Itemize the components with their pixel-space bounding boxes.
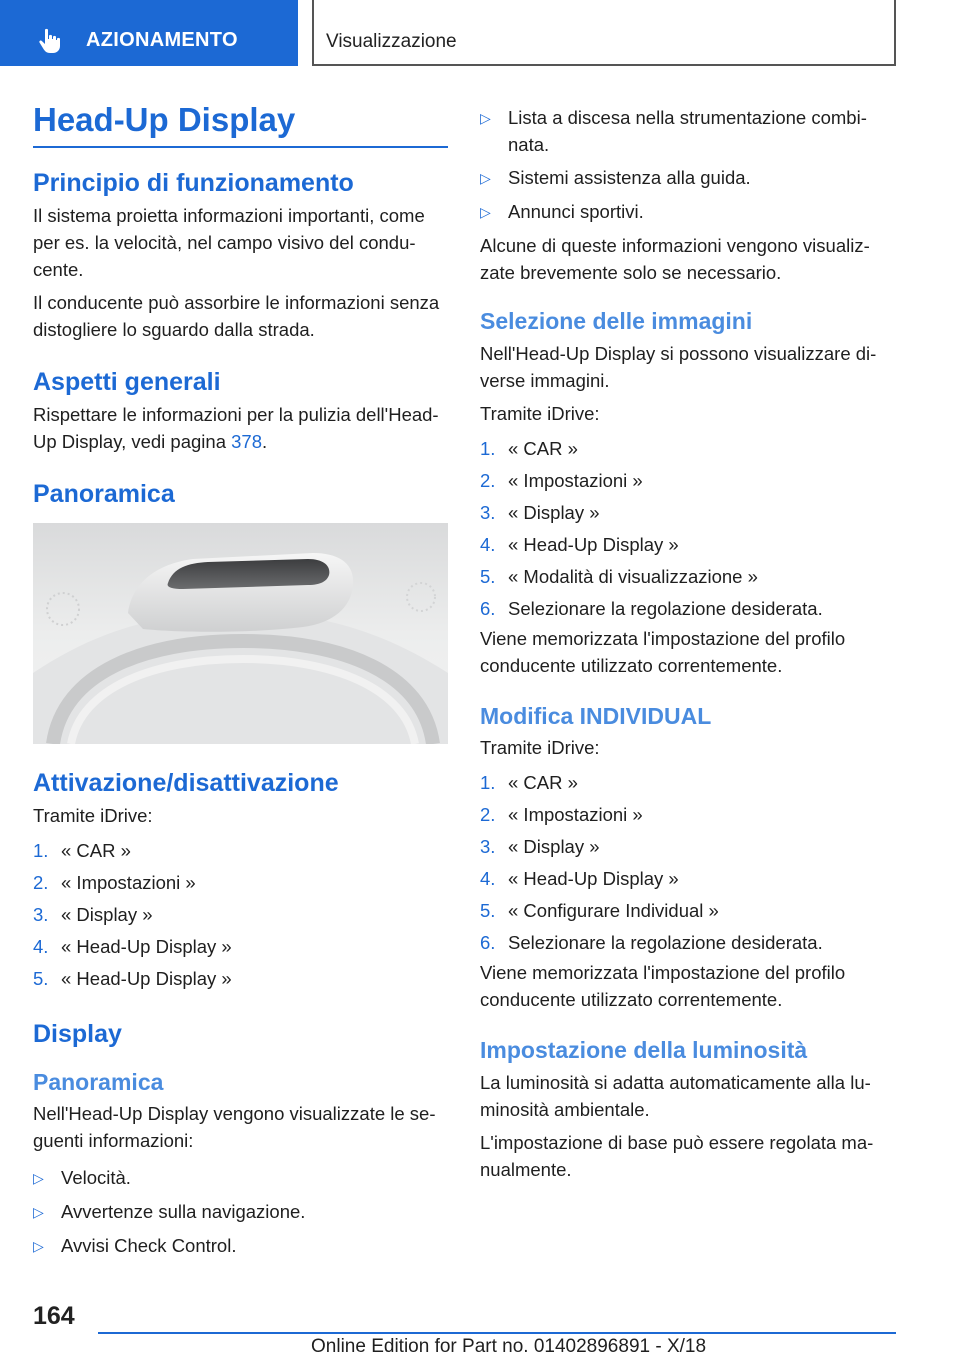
paragraph: Viene memorizzata l'impostazione del profilo conducente utilizzato correntemente. [480, 962, 846, 1011]
step-number: 6. [480, 932, 496, 954]
step-text: « Head-Up Display » [61, 967, 232, 989]
list-item [480, 104, 888, 158]
step-text: « Display » [61, 903, 153, 925]
step-number: 3. [480, 836, 496, 858]
page-title: Head-Up Display [33, 100, 448, 148]
paragraph: Nell'Head-Up Display si possono visualizzare diverse immagini. [480, 342, 877, 391]
list-item [480, 927, 888, 959]
list-item [480, 895, 888, 927]
paragraph: Nell'Head-Up Display vengono visualizzate le seguenti informazioni: [33, 1103, 436, 1152]
list-item [33, 1164, 448, 1192]
subheading-panoramica: Panoramica [33, 1068, 164, 1095]
step-text: « CAR » [61, 839, 131, 861]
topic-tab-label: Visualizzazione [326, 31, 457, 52]
step-text: « Modalità di visualizzazione » [508, 565, 758, 587]
step-number: 4. [33, 935, 49, 957]
list-item [480, 497, 888, 529]
paragraph: Tramite iDrive: [480, 402, 600, 424]
step-text: « Head-Up Display » [508, 533, 679, 555]
list-item [480, 465, 888, 497]
triangle-bullet-icon: ▷ [480, 110, 491, 126]
heading-display: Display [33, 1019, 122, 1048]
subheading-modifica: Modifica INDIVIDUAL [480, 702, 712, 729]
bullet-list-display [33, 1164, 448, 1260]
bullet-list-continued [480, 104, 888, 226]
steps-list-modifica [480, 767, 888, 959]
section-principio [33, 168, 448, 343]
list-item [33, 835, 448, 867]
heading-attivazione: Attivazione/disattivazione [33, 768, 339, 797]
step-number: 1. [480, 437, 496, 459]
step-number: 4. [480, 533, 496, 555]
triangle-bullet-icon: ▷ [33, 1204, 44, 1221]
section-modifica [480, 703, 888, 1014]
bullet-text: Velocità. [61, 1167, 131, 1189]
step-text: « Impostazioni » [508, 469, 643, 491]
step-text: « CAR » [508, 437, 578, 459]
head-up-display-photo [33, 523, 448, 744]
list-item [33, 1232, 448, 1260]
step-text: « Impostazioni » [61, 871, 196, 893]
bullet-text: Lista a discesa nella strumentazione combinata. [508, 107, 867, 155]
step-number: 3. [33, 903, 49, 925]
step-text: « Display » [508, 836, 600, 858]
step-text: « CAR » [508, 772, 578, 794]
bullet-text: Annunci sportivi. [508, 201, 644, 222]
footer-divider [98, 1332, 896, 1334]
paragraph: La luminosità si adatta automaticamente alla luminosità ambientale. [480, 1071, 871, 1120]
hand-pointer-icon [36, 26, 64, 54]
section-aspetti [33, 367, 448, 455]
subheading-selezione: Selezione delle immagini [480, 308, 753, 334]
footer-edition: Online Edition for Part no. 01402896891 - X/18 [311, 1336, 707, 1357]
heading-panoramica: Panoramica [33, 479, 175, 508]
section-luminosita [480, 1037, 888, 1183]
step-text: « Display » [508, 501, 600, 523]
topic-tab[interactable] [312, 0, 896, 66]
list-item [480, 561, 888, 593]
page-link[interactable]: 378 [231, 430, 263, 452]
left-column [33, 100, 448, 1266]
bullet-text: Avvertenze sulla navigazione. [61, 1201, 306, 1223]
paragraph: Alcune di queste informazioni vengono visualizzate brevemente solo se necessario. [480, 235, 870, 283]
section-display [33, 1019, 448, 1261]
paragraph: Il sistema proietta informazioni importanti, come per es. la velocità, nel campo visivo del conducente. [33, 204, 425, 280]
paragraph [33, 401, 448, 455]
list-item [33, 1198, 448, 1226]
step-number: 2. [33, 871, 49, 893]
list-item [33, 963, 448, 995]
right-column [480, 104, 888, 1207]
heading-principio: Principio di funzionamento [33, 168, 354, 197]
list-item [480, 164, 888, 192]
paragraph: Il conducente può assorbire le informazioni senza distogliere lo sguardo dalla strada. [33, 291, 440, 340]
triangle-bullet-icon: ▷ [33, 1238, 44, 1255]
list-item [480, 433, 888, 465]
step-number: 6. [480, 597, 496, 619]
list-item [33, 931, 448, 963]
step-number: 1. [33, 839, 49, 861]
list-item [480, 863, 888, 895]
triangle-bullet-icon: ▷ [480, 170, 491, 186]
list-item [480, 799, 888, 831]
step-text: Selezionare la regolazione desiderata. [508, 932, 823, 954]
list-item [33, 899, 448, 931]
steps-list-selezione [480, 433, 888, 625]
bullet-text: Sistemi assistenza alla guida. [508, 167, 751, 188]
heading-aspetti: Aspetti generali [33, 367, 221, 396]
list-item [480, 831, 888, 863]
aspetti-text: Rispettare le informazioni per la pulizia dell'Head-Up Display, vedi pagina [33, 403, 439, 452]
paragraph: L'impostazione di base può essere regolata manualmente. [480, 1131, 874, 1180]
subheading-luminosita: Impostazione della luminosità [480, 1037, 808, 1064]
step-number: 5. [480, 565, 496, 587]
step-number: 3. [480, 501, 496, 523]
section-tab[interactable] [0, 0, 298, 66]
section-tab-label: AZIONAMENTO [86, 29, 238, 51]
section-attivazione [33, 768, 448, 995]
step-text: Selezionare la regolazione desiderata. [508, 597, 823, 619]
list-item [480, 529, 888, 561]
step-number: 5. [33, 967, 49, 989]
head-up-display-illustration [33, 523, 448, 744]
list-item [33, 867, 448, 899]
triangle-bullet-icon: ▷ [480, 204, 491, 220]
step-number: 5. [480, 900, 496, 922]
triangle-bullet-icon: ▷ [33, 1170, 44, 1187]
list-item [480, 198, 888, 226]
step-number: 1. [480, 772, 496, 794]
page-number: 164 [33, 1302, 75, 1330]
paragraph: Viene memorizzata l'impostazione del profilo conducente utilizzato correntemente. [480, 627, 846, 676]
bullet-text: Avvisi Check Control. [61, 1235, 237, 1257]
step-text: « Configurare Individual » [508, 900, 719, 922]
paragraph: Tramite iDrive: [33, 804, 153, 826]
list-item [480, 593, 888, 625]
section-selezione [480, 308, 888, 679]
step-number: 4. [480, 868, 496, 890]
step-number: 2. [480, 804, 496, 826]
step-text: « Impostazioni » [508, 804, 643, 826]
aspetti-text-end: . [262, 430, 268, 452]
page-header [0, 0, 960, 66]
step-text: « Head-Up Display » [508, 868, 679, 890]
step-text: « Head-Up Display » [61, 935, 232, 957]
paragraph: Tramite iDrive: [480, 737, 600, 759]
section-panoramica [33, 479, 448, 744]
list-item [480, 767, 888, 799]
steps-list-attivazione [33, 835, 448, 995]
step-number: 2. [480, 469, 496, 491]
